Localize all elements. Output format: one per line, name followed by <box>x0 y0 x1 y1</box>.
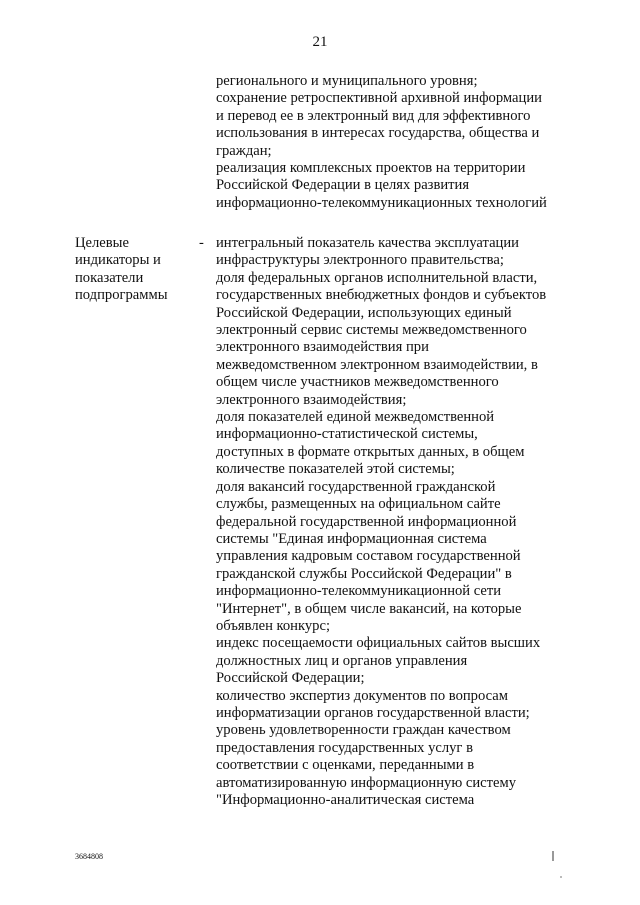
text-line: электронного взаимодействия при <box>216 339 429 356</box>
label-line: индикаторы и <box>75 252 161 269</box>
text-line: регионального и муниципального уровня; <box>216 73 478 89</box>
text-line: сохранение ретроспективной архивной информации <box>216 90 542 107</box>
text-line: предоставления государственных услуг в <box>216 739 473 756</box>
text-line: соответствии с оценками, переданными в <box>216 757 475 774</box>
indicators-text-block <box>216 235 576 809</box>
text-line: "Интернет", в общем числе вакансий, на которые <box>216 600 522 617</box>
text-line: объявлен конкурс; <box>216 617 330 634</box>
text-line: Российской Федерации; <box>216 670 365 687</box>
text-line: "Информационно-аналитическая система <box>216 792 475 808</box>
text-line: системы "Единая информационная система <box>216 530 487 547</box>
section-label <box>75 235 168 305</box>
top-text-block <box>216 73 576 212</box>
text-line: информационно-статистической системы, <box>216 426 478 443</box>
text-line: общем числе участников межведомственного <box>216 374 499 391</box>
text-line: межведомственном электронном взаимодействии, в <box>216 356 538 373</box>
text-line: индекс посещаемости официальных сайтов высших <box>216 635 541 652</box>
label-line: Целевые <box>75 235 129 251</box>
text-line: инфраструктуры электронного правительства; <box>216 252 504 269</box>
text-line: информационно-телекоммуникационной сети <box>216 583 502 600</box>
text-line: доступных в формате открытых данных, в общем <box>216 443 525 460</box>
label-line: подпрограммы <box>75 287 168 304</box>
text-line: информатизации органов государственной власти; <box>216 704 530 721</box>
text-line: интегральный показатель качества эксплуатации <box>216 235 519 251</box>
text-line: гражданской службы Российской Федерации" в <box>216 565 512 582</box>
text-line: граждан; <box>216 142 272 159</box>
text-line: Российской Федерации в целях развития <box>216 177 470 194</box>
text-line: автоматизированную информационную систему <box>216 774 517 791</box>
text-line: управления кадровым составом государственной <box>216 548 521 565</box>
text-line: информационно-телекоммуникационных технологий <box>216 194 547 211</box>
text-line: электронного взаимодействия; <box>216 391 407 408</box>
text-line: количестве показателей этой системы; <box>216 461 455 478</box>
document-code: 3684808 <box>75 852 103 861</box>
text-line: уровень удовлетворенности граждан качеством <box>216 722 511 739</box>
text-line: федеральной государственной информационной <box>216 513 517 530</box>
text-line: должностных лиц и органов управления <box>216 652 468 669</box>
text-line: Российской Федерации, использующих единый <box>216 304 512 321</box>
text-line: электронный сервис системы межведомственного <box>216 322 527 339</box>
page-number: 21 <box>312 34 328 50</box>
text-line: доля показателей единой межведомственной <box>216 409 495 426</box>
text-line: доля вакансий государственной гражданской <box>216 478 496 495</box>
text-line: и перевод ее в электронный вид для эффективного <box>216 107 531 124</box>
label-dash: - <box>199 235 204 251</box>
text-line: количество экспертиз документов по вопросам <box>216 687 509 704</box>
text-line: реализация комплексных проектов на территории <box>216 160 526 177</box>
text-line: службы, размещенных на официальном сайте <box>216 496 501 513</box>
scan-mark <box>552 851 554 861</box>
text-line: доля федеральных органов исполнительной власти, <box>216 269 538 286</box>
text-line: использования в интересах государства, общества и <box>216 125 540 142</box>
label-line: показатели <box>75 269 144 286</box>
scan-dot <box>560 876 562 878</box>
text-line: государственных внебюджетных фондов и субъектов <box>216 287 547 304</box>
